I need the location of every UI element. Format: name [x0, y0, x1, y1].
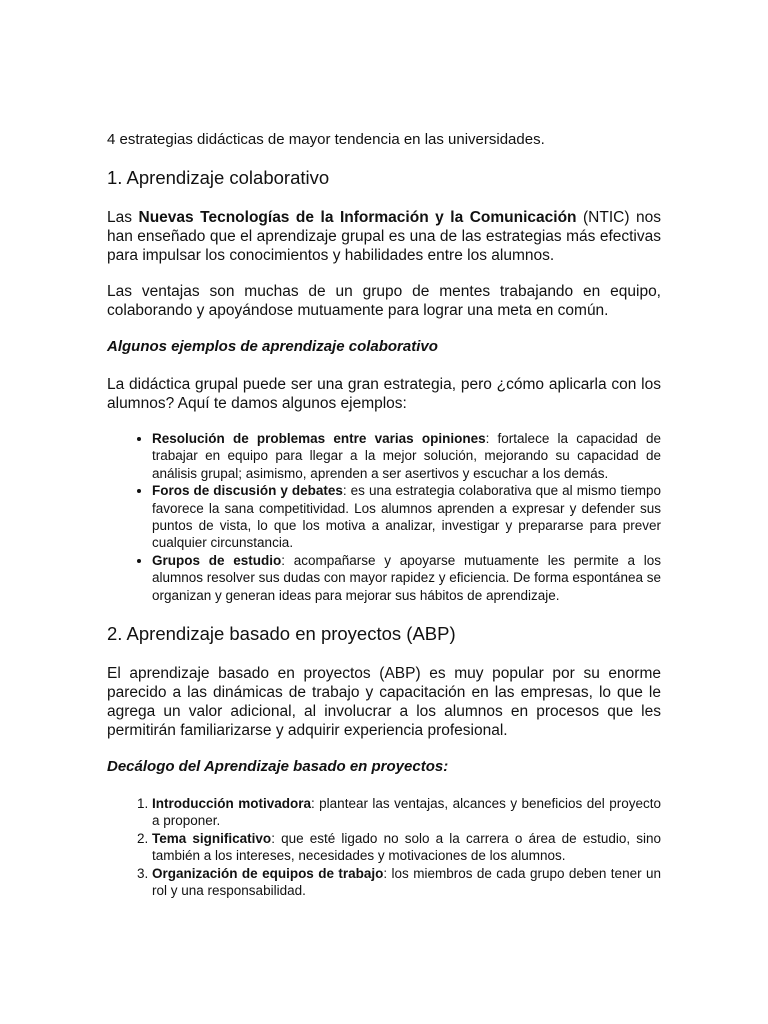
list-item-term: Grupos de estudio	[152, 552, 282, 568]
list-item-text: : los miembros de cada grupo deben tener un rol y una responsabilidad.	[152, 865, 661, 899]
list-item-text: : acompañarse y apoyarse mutuamente les permite a los alumnos resolver sus dudas con mayor rapidez y eficiencia. De forma espontánea se organizan y generan ideas para mejorar sus hábitos de aprendizaje.	[152, 552, 662, 603]
list-item-term: Tema significativo	[152, 830, 272, 846]
section1-paragraph-1	[107, 208, 661, 265]
list-item	[152, 795, 661, 830]
section1-heading: 1. Aprendizaje colaborativo	[107, 167, 330, 188]
section2-subheading: Decálogo del Aprendizaje basado en proyectos:	[107, 758, 449, 776]
section2-heading: 2. Aprendizaje basado en proyectos (ABP)	[107, 623, 456, 645]
section1-paragraph-2: Las ventajas son muchas de un grupo de mentes trabajando en equipo, colaborando y apoyándose mutuamente para lograr una meta en común.	[107, 283, 661, 319]
list-item	[152, 482, 661, 552]
list-item-term: Introducción motivadora	[152, 796, 311, 812]
intro-line: 4 estrategias didácticas de mayor tendencia en las universidades.	[107, 131, 545, 148]
section1-subheading: Algunos ejemplos de aprendizaje colaborativo	[107, 338, 438, 355]
section1-p1-post: (NTIC) nos han enseñado que el aprendizaje grupal es una de las estrategias más efectivas para impulsar los conocimientos y habilidades entre los alumnos.	[107, 209, 661, 264]
list-item-term: Foros de discusión y debates	[152, 483, 343, 499]
list-item-text: : fortalece la capacidad de trabajar en equipo para llegar a la mejor solución, mejorando su capacidad de análisis grupal; asimismo, aprenden a ser asertivos y escuchar a los demás.	[152, 431, 661, 481]
list-item-text: : que esté ligado no solo a la carrera o área de estudio, sino también a los intereses, necesidades y motivaciones de los alumnos.	[152, 830, 662, 864]
list-item	[152, 552, 661, 604]
list-item-term: Resolución de problemas entre varias opiniones	[152, 431, 486, 446]
section1-paragraph-3: La didáctica grupal puede ser una gran estrategia, pero ¿cómo aplicarla con los alumnos? Aquí te damos algunos ejemplos:	[107, 376, 661, 412]
list-item-term: Organización de equipos de trabajo	[152, 865, 384, 881]
list-item-text: : plantear las ventajas, alcances y beneficios del proyecto a proponer.	[152, 796, 661, 829]
section2-paragraph-1: El aprendizaje basado en proyectos (ABP) es muy popular por su enorme parecido a las dinámicas de trabajo y capacitación en las empresas, lo que le agrega un valor adicional, al involucrar a los alumnos en procesos que les permitirán familiarizarse y adquirir experiencia profesional.	[107, 665, 661, 740]
list-item	[152, 830, 661, 865]
list-item	[152, 430, 661, 482]
list-item-text: : es una estrategia colaborativa que al mismo tiempo favorece la sana competitividad. Los alumnos aprenden a expresar y defender sus puntos de vista, lo que los motiva a analizar, investigar y prepararse para prever cualquier circunstancia.	[152, 483, 661, 551]
list-item	[152, 865, 661, 900]
collaborative-examples-list	[107, 430, 661, 604]
ntic-term: Nuevas Tecnologías de la Información y la Comunicación	[138, 209, 577, 226]
section1-p1-pre: Las	[107, 209, 139, 226]
decalogue-list	[107, 795, 661, 899]
